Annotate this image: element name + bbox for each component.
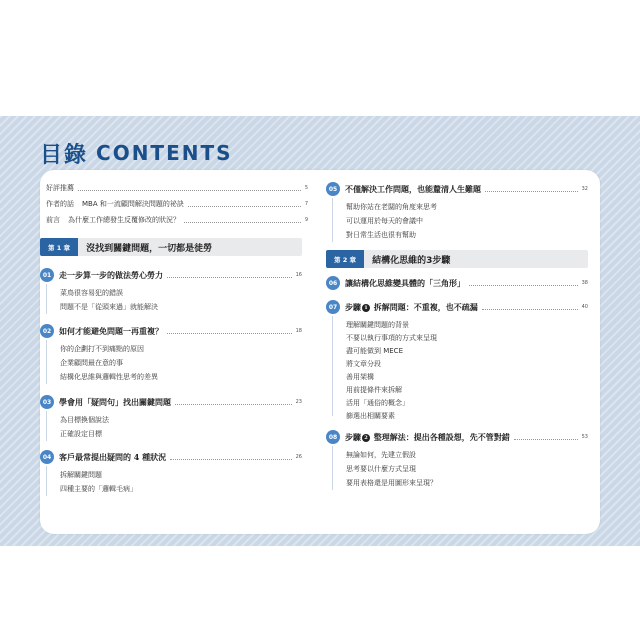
chapter-tag: 第 2 章 <box>326 250 364 268</box>
section-title: 走一步算一步的做法勞心勞力 <box>59 269 163 280</box>
intro-label: 好評推薦 <box>46 184 74 192</box>
subsection-item: 企業顧問最在意的事 <box>60 359 123 367</box>
step-prefix: 步驟 <box>345 431 361 442</box>
section-number-badge: 01 <box>40 268 54 282</box>
subsection-item: 篩選出相關要素 <box>346 412 395 420</box>
section-connector <box>46 284 47 314</box>
dot-leader <box>188 205 301 207</box>
section-number-badge: 06 <box>326 276 340 290</box>
subsection-item: 問題不是「從頭來過」就能解決 <box>60 303 158 311</box>
toc-section-04[interactable] <box>40 450 302 464</box>
step-prefix: 步驟 <box>345 301 361 312</box>
dot-leader <box>167 276 292 278</box>
page-number: 38 <box>581 280 588 286</box>
dot-leader <box>78 189 301 191</box>
page-number: 7 <box>304 201 308 207</box>
subsection-item: 對日常生活也很有幫助 <box>346 231 416 239</box>
dot-leader <box>482 308 578 310</box>
subsection-item: 理解關鍵問題的背景 <box>346 321 409 329</box>
toc-section-06[interactable] <box>326 276 588 290</box>
subsection-item: 為目標換個說法 <box>60 416 109 424</box>
dot-leader <box>469 284 578 286</box>
toc-section-01[interactable] <box>40 268 302 282</box>
chapter-tag: 第 1 章 <box>40 238 78 256</box>
subsection-item: 無論如何，先建立假設 <box>346 451 416 459</box>
section-number-badge: 03 <box>40 395 54 409</box>
subsection-item: 你的企劃打不到痛點的原因 <box>60 345 144 353</box>
section-number-badge: 04 <box>40 450 54 464</box>
section-title: 讓結構化思維變具體的「三角形」 <box>345 277 465 288</box>
page-number: 16 <box>295 272 302 278</box>
dot-leader <box>170 458 291 460</box>
subsection-item: 結構化思維與邏輯性思考的差異 <box>60 373 158 381</box>
intro-label: 前言 <box>46 216 60 224</box>
page-number: 9 <box>304 217 308 223</box>
toc-title <box>40 138 233 168</box>
toc-intro-preface[interactable] <box>46 214 308 226</box>
page-number: 26 <box>295 454 302 460</box>
section-connector <box>46 411 47 441</box>
section-connector <box>332 446 333 490</box>
section-title: 整理解法：提出各種設想，先不管對錯 <box>373 431 510 442</box>
subsection-item: 思考要以什麼方式呈現 <box>346 465 416 473</box>
step-number-badge: 1 <box>362 304 370 312</box>
subsection-item: 幫助你站在老闆的角度來思考 <box>346 203 437 211</box>
subsection-item: 將文章分段 <box>346 360 381 368</box>
toc-section-02[interactable] <box>40 324 302 338</box>
section-title-group <box>345 432 510 443</box>
subsection-item: 四種主要的「邏輯毛病」 <box>60 485 137 493</box>
section-connector <box>46 340 47 384</box>
toc-section-03[interactable] <box>40 395 302 409</box>
dot-leader <box>184 221 301 223</box>
section-connector <box>332 198 333 242</box>
intro-label: 作者的話 <box>46 200 74 208</box>
title-english: CONTENTS <box>96 141 233 165</box>
subsection-item: 用前提條件來拆解 <box>346 386 402 394</box>
section-number-badge: 07 <box>326 300 340 314</box>
dot-leader <box>485 190 578 192</box>
section-number-badge: 08 <box>326 430 340 444</box>
chapter-title: 沒找到關鍵問題，一切都是徒勞 <box>86 243 213 254</box>
dot-leader <box>175 403 292 405</box>
chapter-title: 結構化思維的3步驟 <box>372 255 451 266</box>
intro-desc: 為什麼工作總發生反覆修改的狀況？ <box>68 216 180 224</box>
chapter-2-header[interactable] <box>326 250 588 268</box>
toc-intro-author[interactable] <box>46 198 308 210</box>
subsection-item: 拆解關鍵問題 <box>60 471 102 479</box>
chapter-1-header[interactable] <box>40 238 302 256</box>
toc-section-05[interactable] <box>326 182 588 196</box>
intro-desc: MBA 和一流顧問解決問題的祕訣 <box>82 200 184 208</box>
section-title: 如何才能避免問題一再重複？ <box>59 325 163 336</box>
page-number: 32 <box>581 186 588 192</box>
subsection-item: 不要以執行事項的方式來呈現 <box>346 334 437 342</box>
title-chinese: 目錄 <box>40 142 89 168</box>
section-title: 拆解問題：不重複，也不疏漏 <box>373 301 478 312</box>
section-title-group <box>345 302 478 313</box>
dot-leader <box>514 438 578 440</box>
toc-intro-praise[interactable] <box>46 182 308 194</box>
section-title: 不僅解決工作問題，也能釐清人生難題 <box>345 183 481 194</box>
section-connector <box>46 466 47 496</box>
section-title: 客戶最常提出疑問的 4 種狀況 <box>59 451 167 462</box>
subsection-item: 正確設定目標 <box>60 430 102 438</box>
section-title: 學會用「疑問句」找出關鍵問題 <box>59 396 171 407</box>
section-number-badge: 05 <box>326 182 340 196</box>
subsection-item: 活用「通俗的概念」 <box>346 399 409 407</box>
page-number: 53 <box>581 434 588 440</box>
subsection-item: 善用架構 <box>346 373 374 381</box>
dot-leader <box>167 332 292 334</box>
toc-section-08[interactable] <box>326 430 588 444</box>
toc-section-07[interactable] <box>326 300 588 314</box>
page-number: 40 <box>581 304 588 310</box>
page-number: 23 <box>295 399 302 405</box>
subsection-item: 菜鳥很容易犯的錯誤 <box>60 289 123 297</box>
toc-card <box>40 170 600 534</box>
page-number: 18 <box>295 328 302 334</box>
subsection-item: 盡可能做到 MECE <box>346 347 403 355</box>
section-number-badge: 02 <box>40 324 54 338</box>
subsection-item: 要用表格還是用圖形來呈現？ <box>346 479 437 487</box>
subsection-item: 可以運用於每天的會議中 <box>346 217 423 225</box>
page-number: 5 <box>304 185 308 191</box>
section-connector <box>332 316 333 416</box>
step-number-badge: 2 <box>362 434 370 442</box>
